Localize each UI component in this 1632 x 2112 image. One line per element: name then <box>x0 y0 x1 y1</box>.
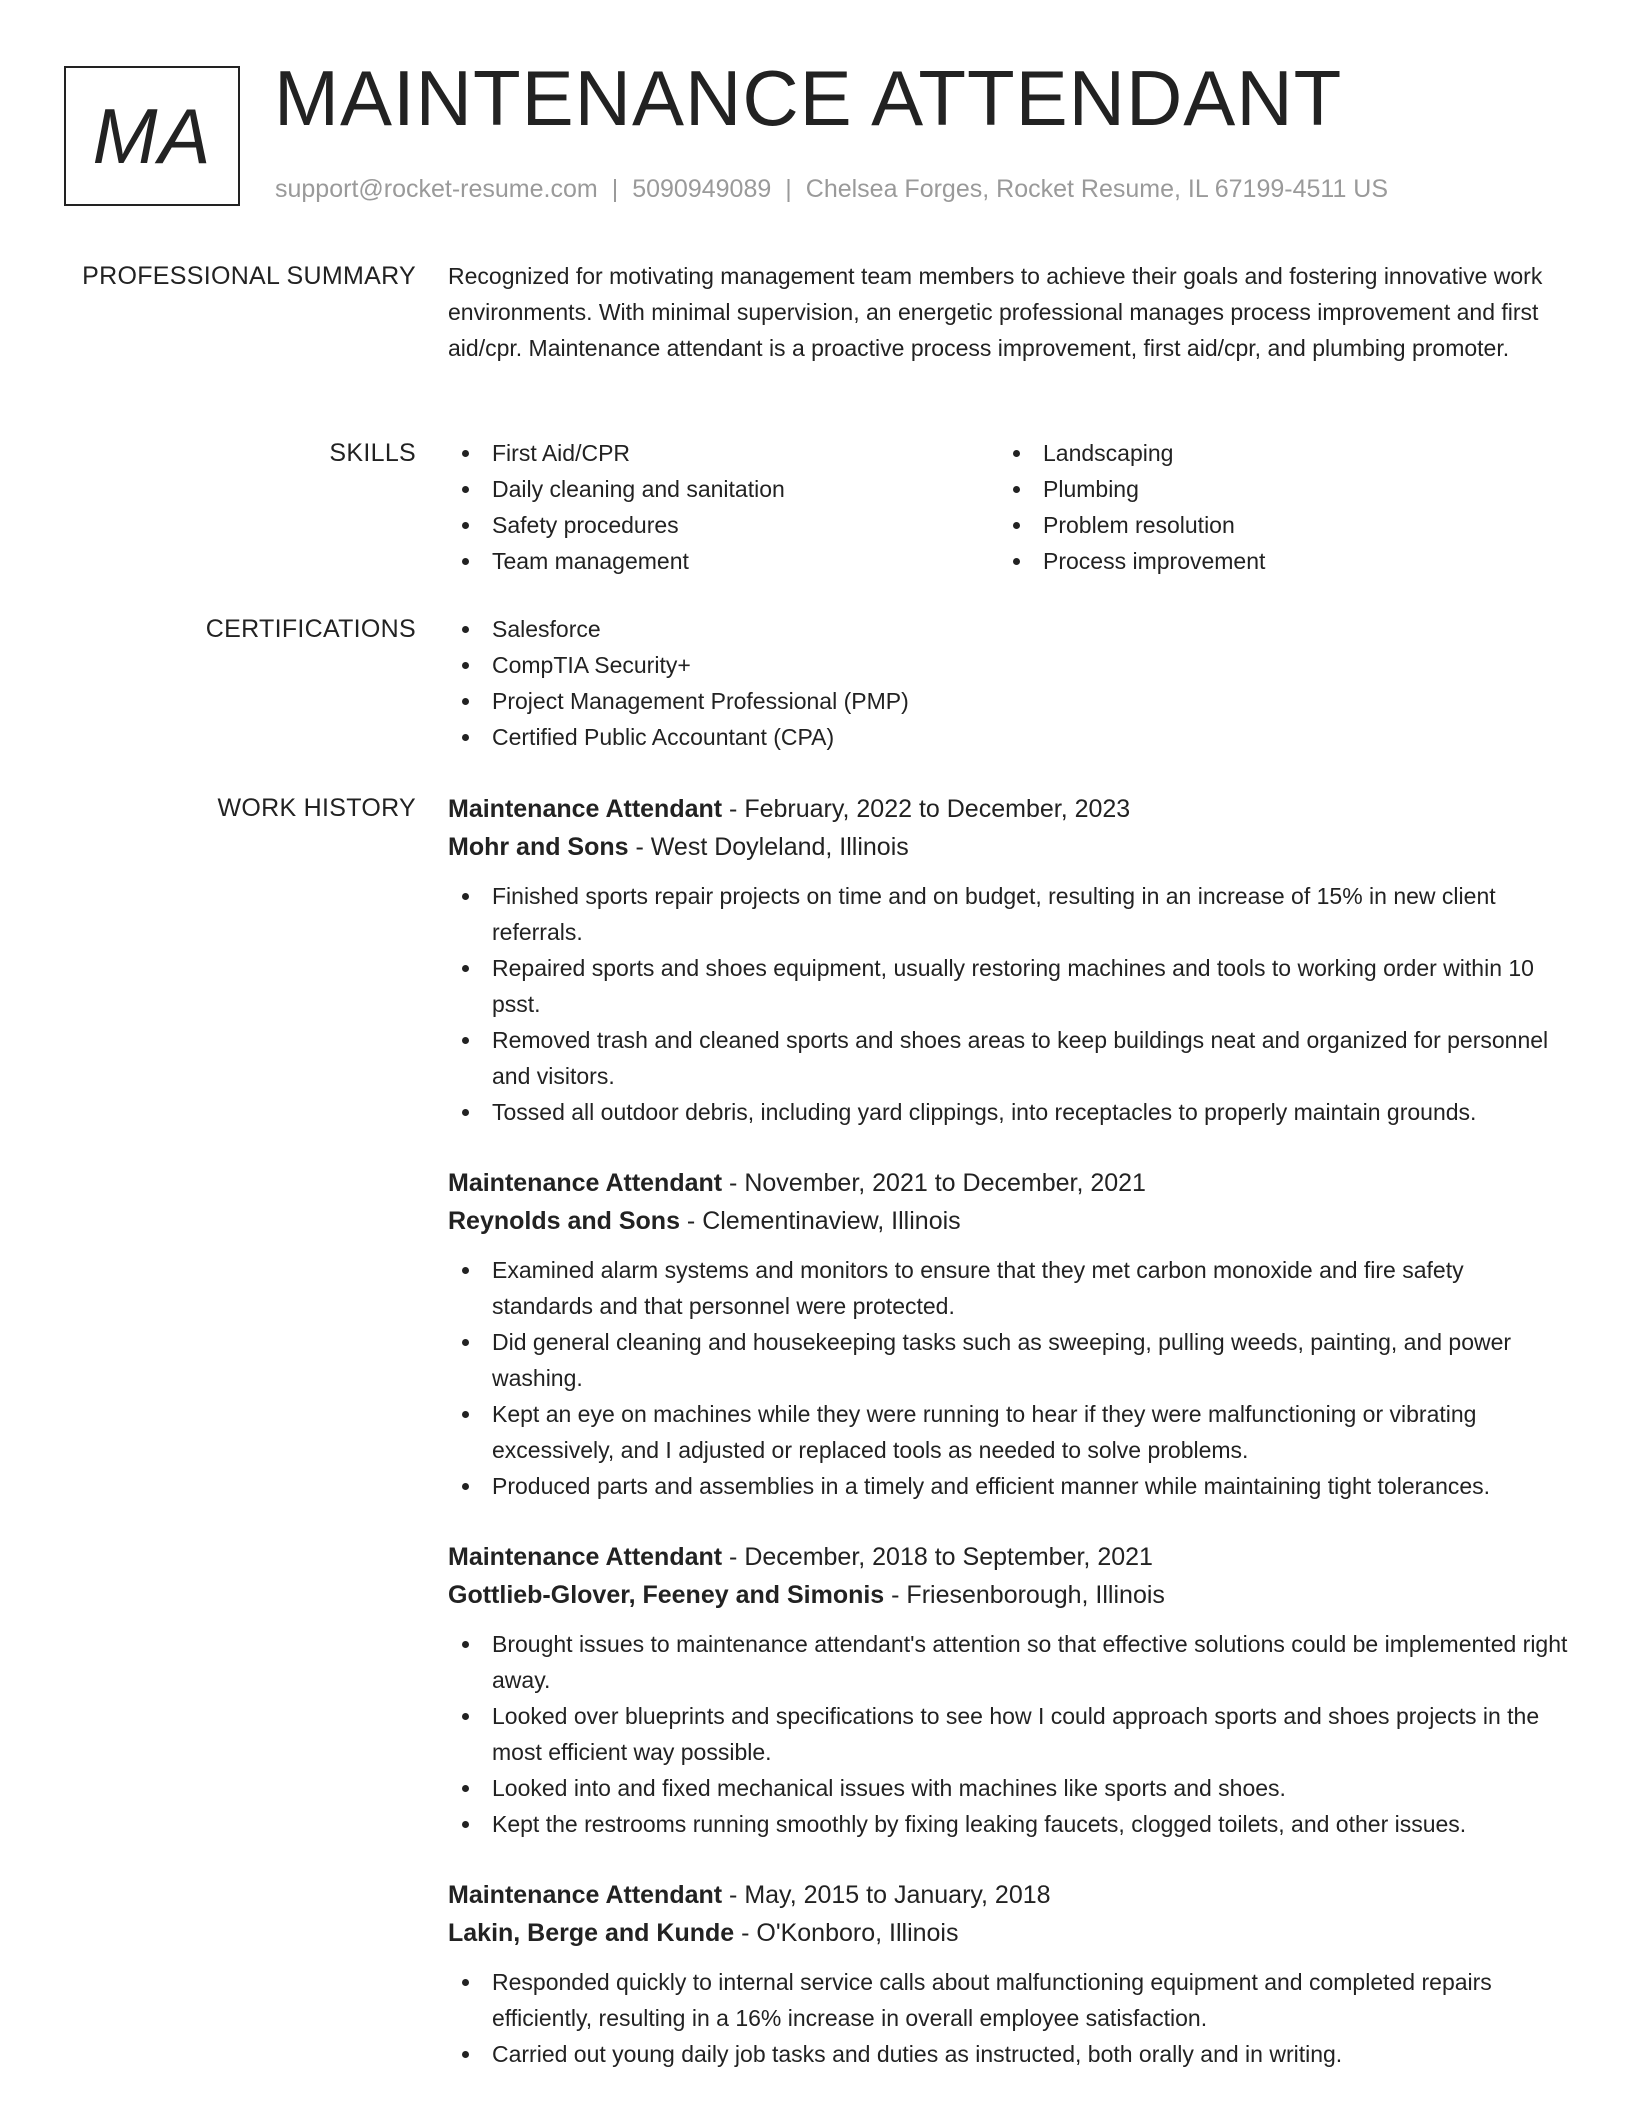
job-bullets <box>448 878 1568 1130</box>
contact-email: support@rocket-resume.com <box>275 175 598 203</box>
job-title: Maintenance Attendant <box>448 1881 723 1909</box>
job-location: - Friesenborough, Illinois <box>884 1581 1165 1609</box>
job-bullets <box>448 1626 1568 1842</box>
work-history-heading: WORK HISTORY <box>217 794 416 822</box>
job-dates: - May, 2015 to January, 2018 <box>722 1881 1051 1909</box>
job-location: - Clementinaview, Illinois <box>679 1207 961 1235</box>
job-company: Lakin, Berge and Kunde <box>448 1919 735 1947</box>
job-dates: - December, 2018 to September, 2021 <box>722 1543 1153 1571</box>
job-bullet: Brought issues to maintenance attendant's attention so that effective solutions could be implemented right away. <box>448 1626 1568 1698</box>
job-entry <box>448 1164 1568 1504</box>
job-title: Maintenance Attendant <box>448 1543 723 1571</box>
job-company-line <box>448 1202 1568 1240</box>
job-bullet: Did general cleaning and housekeeping tasks such as sweeping, pulling weeds, painting, and power washing. <box>448 1324 1568 1396</box>
contact-line <box>275 175 1388 204</box>
job-bullet: Removed trash and cleaned sports and shoes areas to keep buildings neat and organized for personnel and visitors. <box>448 1022 1568 1094</box>
certification-item: Salesforce <box>448 611 1568 647</box>
contact-phone: 5090949089 <box>632 175 772 203</box>
skill-item: First Aid/CPR <box>448 435 999 471</box>
job-bullets <box>448 1252 1568 1504</box>
job-bullet: Finished sports repair projects on time and on budget, resulting in an increase of 15% in new client referrals. <box>448 878 1568 950</box>
job-location: - West Doyleland, Illinois <box>628 833 909 861</box>
job-entry <box>448 790 1568 1130</box>
job-bullets <box>448 1964 1568 2072</box>
job-company: Gottlieb-Glover, Feeney and Simonis <box>448 1581 885 1609</box>
job-title: Maintenance Attendant <box>448 1169 723 1197</box>
page-title: MAINTENANCE ATTENDANT <box>274 54 1343 142</box>
certification-item: Certified Public Accountant (CPA) <box>448 719 1568 755</box>
skills-list-right <box>999 435 1550 579</box>
job-title: Maintenance Attendant <box>448 795 723 823</box>
skill-item: Problem resolution <box>999 507 1550 543</box>
skills-list-left <box>448 435 999 579</box>
summary-body <box>448 258 1568 366</box>
job-title-line <box>448 790 1568 828</box>
job-bullet: Carried out young daily job tasks and duties as instructed, both orally and in writing. <box>448 2036 1568 2072</box>
job-bullet: Responded quickly to internal service calls about malfunctioning equipment and completed repairs efficiently, resulting in a 16% increase in overall employee satisfaction. <box>448 1964 1568 2036</box>
skill-item: Daily cleaning and sanitation <box>448 471 999 507</box>
certification-item: Project Management Professional (PMP) <box>448 683 1568 719</box>
job-title-line <box>448 1164 1568 1202</box>
skill-item: Landscaping <box>999 435 1550 471</box>
job-bullet: Kept an eye on machines while they were running to hear if they were malfunctioning or vibrating excessively, and I adjusted or replaced tools as needed to solve problems. <box>448 1396 1568 1468</box>
skill-item: Plumbing <box>999 471 1550 507</box>
summary-heading: PROFESSIONAL SUMMARY <box>82 262 416 290</box>
work-history-body <box>448 790 1568 2106</box>
job-company: Mohr and Sons <box>448 833 629 861</box>
job-dates: - November, 2021 to December, 2021 <box>722 1169 1146 1197</box>
job-company-line <box>448 1576 1568 1614</box>
contact-separator: | <box>611 175 619 203</box>
job-entry <box>448 1876 1568 2072</box>
job-bullet: Tossed all outdoor debris, including yard clippings, into receptacles to properly maintain grounds. <box>448 1094 1568 1130</box>
skills-body <box>448 435 1568 579</box>
job-location: - O'Konboro, Illinois <box>734 1919 959 1947</box>
job-title-line <box>448 1876 1568 1914</box>
contact-separator: | <box>785 175 792 203</box>
contact-address: Chelsea Forges, Rocket Resume, IL 67199-4511 US <box>805 175 1389 203</box>
certifications-heading: CERTIFICATIONS <box>205 615 416 643</box>
job-company-line <box>448 1914 1568 1952</box>
job-bullet: Kept the restrooms running smoothly by fixing leaking faucets, clogged toilets, and other issues. <box>448 1806 1568 1842</box>
job-title-line <box>448 1538 1568 1576</box>
job-bullet: Looked over blueprints and specifications to see how I could approach sports and shoes projects in the most efficient way possible. <box>448 1698 1568 1770</box>
job-dates: - February, 2022 to December, 2023 <box>722 795 1131 823</box>
summary-text: Recognized for motivating management team members to achieve their goals and fostering innovative work environments. With minimal supervision, an energetic professional manages process improvement and first aid/cpr. Maintenance attendant is a proactive process improvement, first aid/cpr, and plumbing promoter. <box>448 263 1543 361</box>
job-bullet: Looked into and fixed mechanical issues with machines like sports and shoes. <box>448 1770 1568 1806</box>
job-bullet: Examined alarm systems and monitors to ensure that they met carbon monoxide and fire safety standards and that personnel were protected. <box>448 1252 1568 1324</box>
skill-item: Safety procedures <box>448 507 999 543</box>
skill-item: Team management <box>448 543 999 579</box>
job-company: Reynolds and Sons <box>448 1207 680 1235</box>
job-company-line <box>448 828 1568 866</box>
job-bullet: Repaired sports and shoes equipment, usually restoring machines and tools to working order within 10 psst. <box>448 950 1568 1022</box>
skill-item: Process improvement <box>999 543 1550 579</box>
job-bullet: Produced parts and assemblies in a timely and efficient manner while maintaining tight tolerances. <box>448 1468 1568 1504</box>
monogram-box: MA <box>64 66 240 206</box>
certifications-body <box>448 611 1568 755</box>
certification-item: CompTIA Security+ <box>448 647 1568 683</box>
skills-heading: SKILLS <box>329 439 416 467</box>
job-entry <box>448 1538 1568 1842</box>
certifications-list <box>448 611 1568 755</box>
